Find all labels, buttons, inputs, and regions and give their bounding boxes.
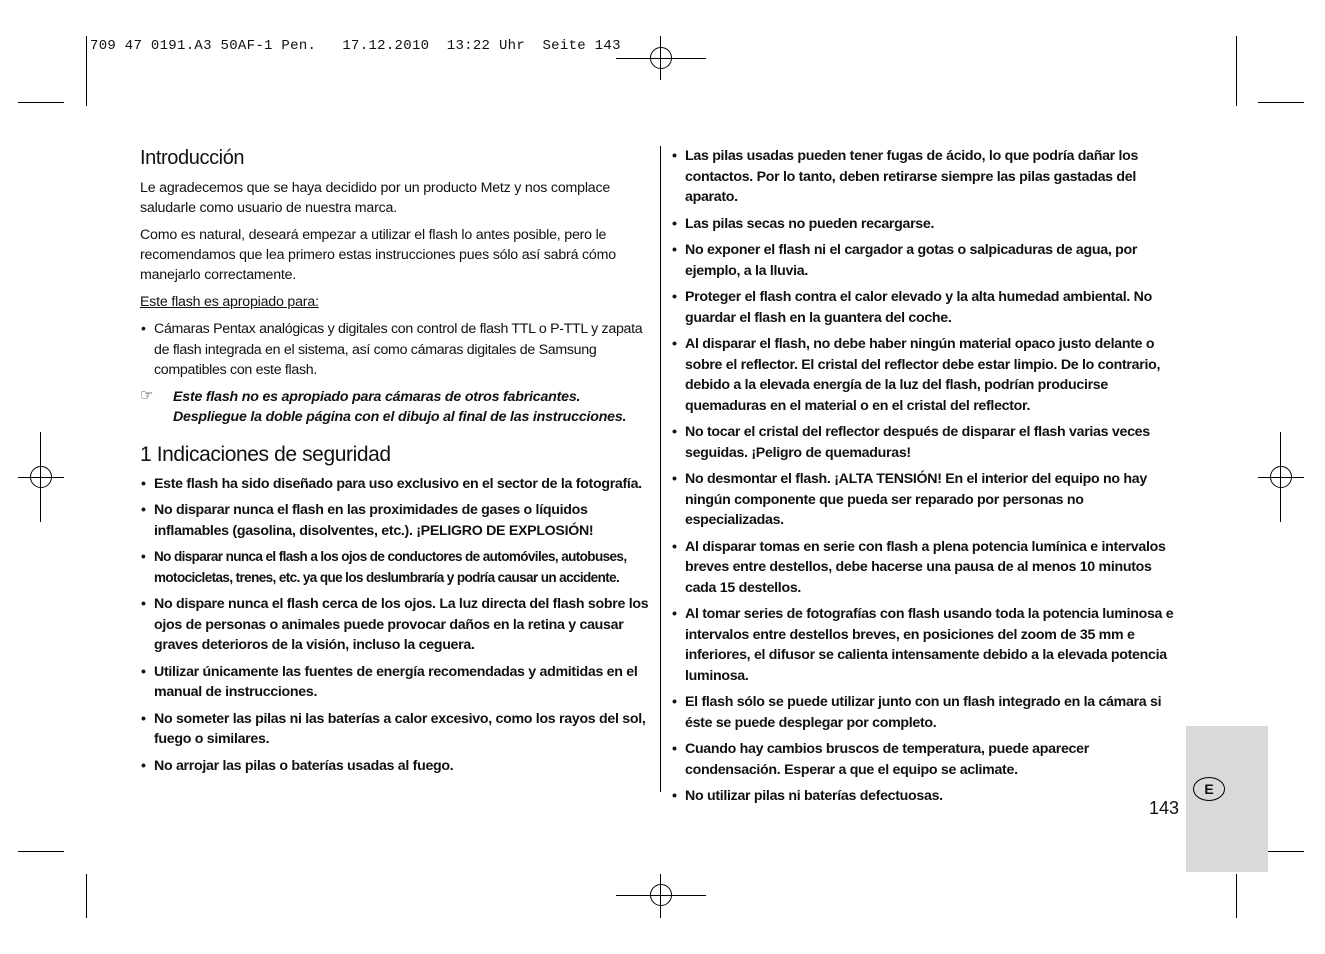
crop-mark: [1236, 874, 1237, 918]
list-item: • No disparar nunca el flash a los ojos de conductores de automóviles, autobuses, motocicletas, trenes, etc. ya que los deslumbraría y podría causar un accidente.: [141, 549, 627, 585]
intro-paragraph: Le agradecemos que se haya decidido por un producto Metz y nos complace saludarle como usuario de nuestra marca.: [140, 180, 611, 216]
list-item: • No arrojar las pilas o baterías usadas al fuego.: [141, 757, 454, 774]
note-line: Despliegue la doble página con el dibujo al final de las instrucciones.: [173, 408, 627, 425]
registration-circle: [30, 466, 52, 488]
list-item: • No desmontar el flash. ¡ALTA TENSIÓN! En el interior del equipo no hay ningún componente que pueda ser reparado por personas no especializadas.: [672, 471, 1147, 528]
list-item: • Las pilas secas no pueden recargarse.: [672, 215, 935, 232]
list-item: • Utilizar únicamente las fuentes de energía recomendadas y admitidas en el manual de instrucciones.: [141, 663, 638, 700]
list-item: • No someter las pilas ni las baterías a calor excesivo, como los rayos del sol, fuego o similares.: [141, 710, 646, 747]
note-line: Este flash no es apropiado para cámaras de otros fabricantes.: [173, 388, 581, 405]
pointing-hand-icon: ☞: [140, 386, 154, 404]
list-item: • Las pilas usadas pueden tener fugas de ácido, lo que podría dañar los contactos. Por lo tanto, deben retirarse siempre las pilas gastadas del aparato.: [672, 148, 1139, 205]
right-column: [671, 146, 1186, 813]
page-number: 143: [1149, 798, 1180, 818]
intro-paragraph: Como es natural, deseará empezar a utilizar el flash lo antes posible, pero le recomendamos que lea primero estas instrucciones pues sólo así sabrá cómo manejarlo correctamente.: [140, 227, 616, 283]
registration-circle: [1270, 466, 1292, 488]
crop-mark: [18, 102, 64, 103]
intro-heading: Introducción: [140, 147, 245, 169]
left-column: [140, 144, 655, 782]
list-item: • No dispare nunca el flash cerca de los ojos. La luz directa del flash sobre los ojos de personas o animales puede provocar daños en la retina y causar graves deterioros de la visión, incluso la ceguera.: [141, 596, 649, 653]
list-item: • No disparar nunca el flash en las proximidades de gases o líquidos inflamables (gasolina, disolventes, etc.). ¡PELIGRO DE EXPLOSIÓN!: [141, 502, 594, 539]
crop-mark: [86, 874, 87, 918]
registration-circle: [650, 47, 672, 69]
list-item: • No tocar el cristal del reflector después de disparar el flash varias veces seguidas. ¡Peligro de quemaduras!: [672, 424, 1150, 461]
crop-mark: [1236, 36, 1237, 106]
crop-mark: [1258, 102, 1304, 103]
list-item: • Este flash ha sido diseñado para uso exclusivo en el sector de la fotografía.: [141, 475, 642, 492]
note-block: [140, 387, 655, 427]
suitable-list: [140, 319, 655, 381]
crop-mark: [86, 36, 87, 106]
safety-heading: 1 Indicaciones de seguridad: [140, 442, 391, 466]
language-badge: E: [1193, 777, 1225, 801]
list-item: • Proteger el flash contra el calor elevado y la alta humedad ambiental. No guardar el flash en la guantera del coche.: [672, 289, 1152, 326]
list-item: • Cámaras Pentax analógicas y digitales con control de flash TTL o P-TTL y zapata de flash integrada en el sistema, así como cámaras digitales de Samsung compatibles con este flash.: [141, 321, 643, 378]
list-item: • No exponer el flash ni el cargador a gotas o salpicaduras de agua, por ejemplo, a la lluvia.: [672, 242, 1138, 279]
suitable-label: Este flash es apropiado para:: [140, 294, 319, 310]
list-item: • Al disparar tomas en serie con flash a plena potencia lumínica e intervalos breves entre destellos, debe hacerse una pausa de al menos 10 minutos cada 15 destellos.: [672, 538, 1166, 596]
list-item: • No utilizar pilas ni baterías defectuosas.: [672, 788, 943, 804]
print-slug: 709 47 0191.A3 50AF-1 Pen. 17.12.2010 13:22 Uhr Seite 143: [90, 38, 621, 54]
list-item: • Al tomar series de fotografías con flash usando toda la potencia luminosa e intervalos entre destellos breves, en posiciones del zoom de 35 mm e inferiores, el difusor se calienta intensamente debido a la elevada potencia luminosa.: [672, 606, 1174, 684]
list-item: • Cuando hay cambios bruscos de temperatura, puede aparecer condensación. Esperar a que el equipo se aclimate.: [672, 741, 1089, 778]
column-divider: [660, 146, 661, 792]
list-item: • El flash sólo se puede utilizar junto con un flash integrado en la cámara si éste se puede desplegar por completo.: [672, 694, 1162, 731]
crop-mark: [18, 851, 64, 852]
safety-list: [140, 474, 655, 777]
language-tab: [1186, 726, 1268, 872]
list-item: • Al disparar el flash, no debe haber ningún material opaco justo delante o sobre el reflector. El cristal del reflector debe estar limpio. De lo contrario, debido a la elevada energía de la luz del flash, podrían producirse quemaduras en el material o en el cristal del reflector.: [672, 336, 1161, 414]
registration-circle: [650, 884, 672, 906]
safety-list-continued: [671, 146, 1186, 807]
